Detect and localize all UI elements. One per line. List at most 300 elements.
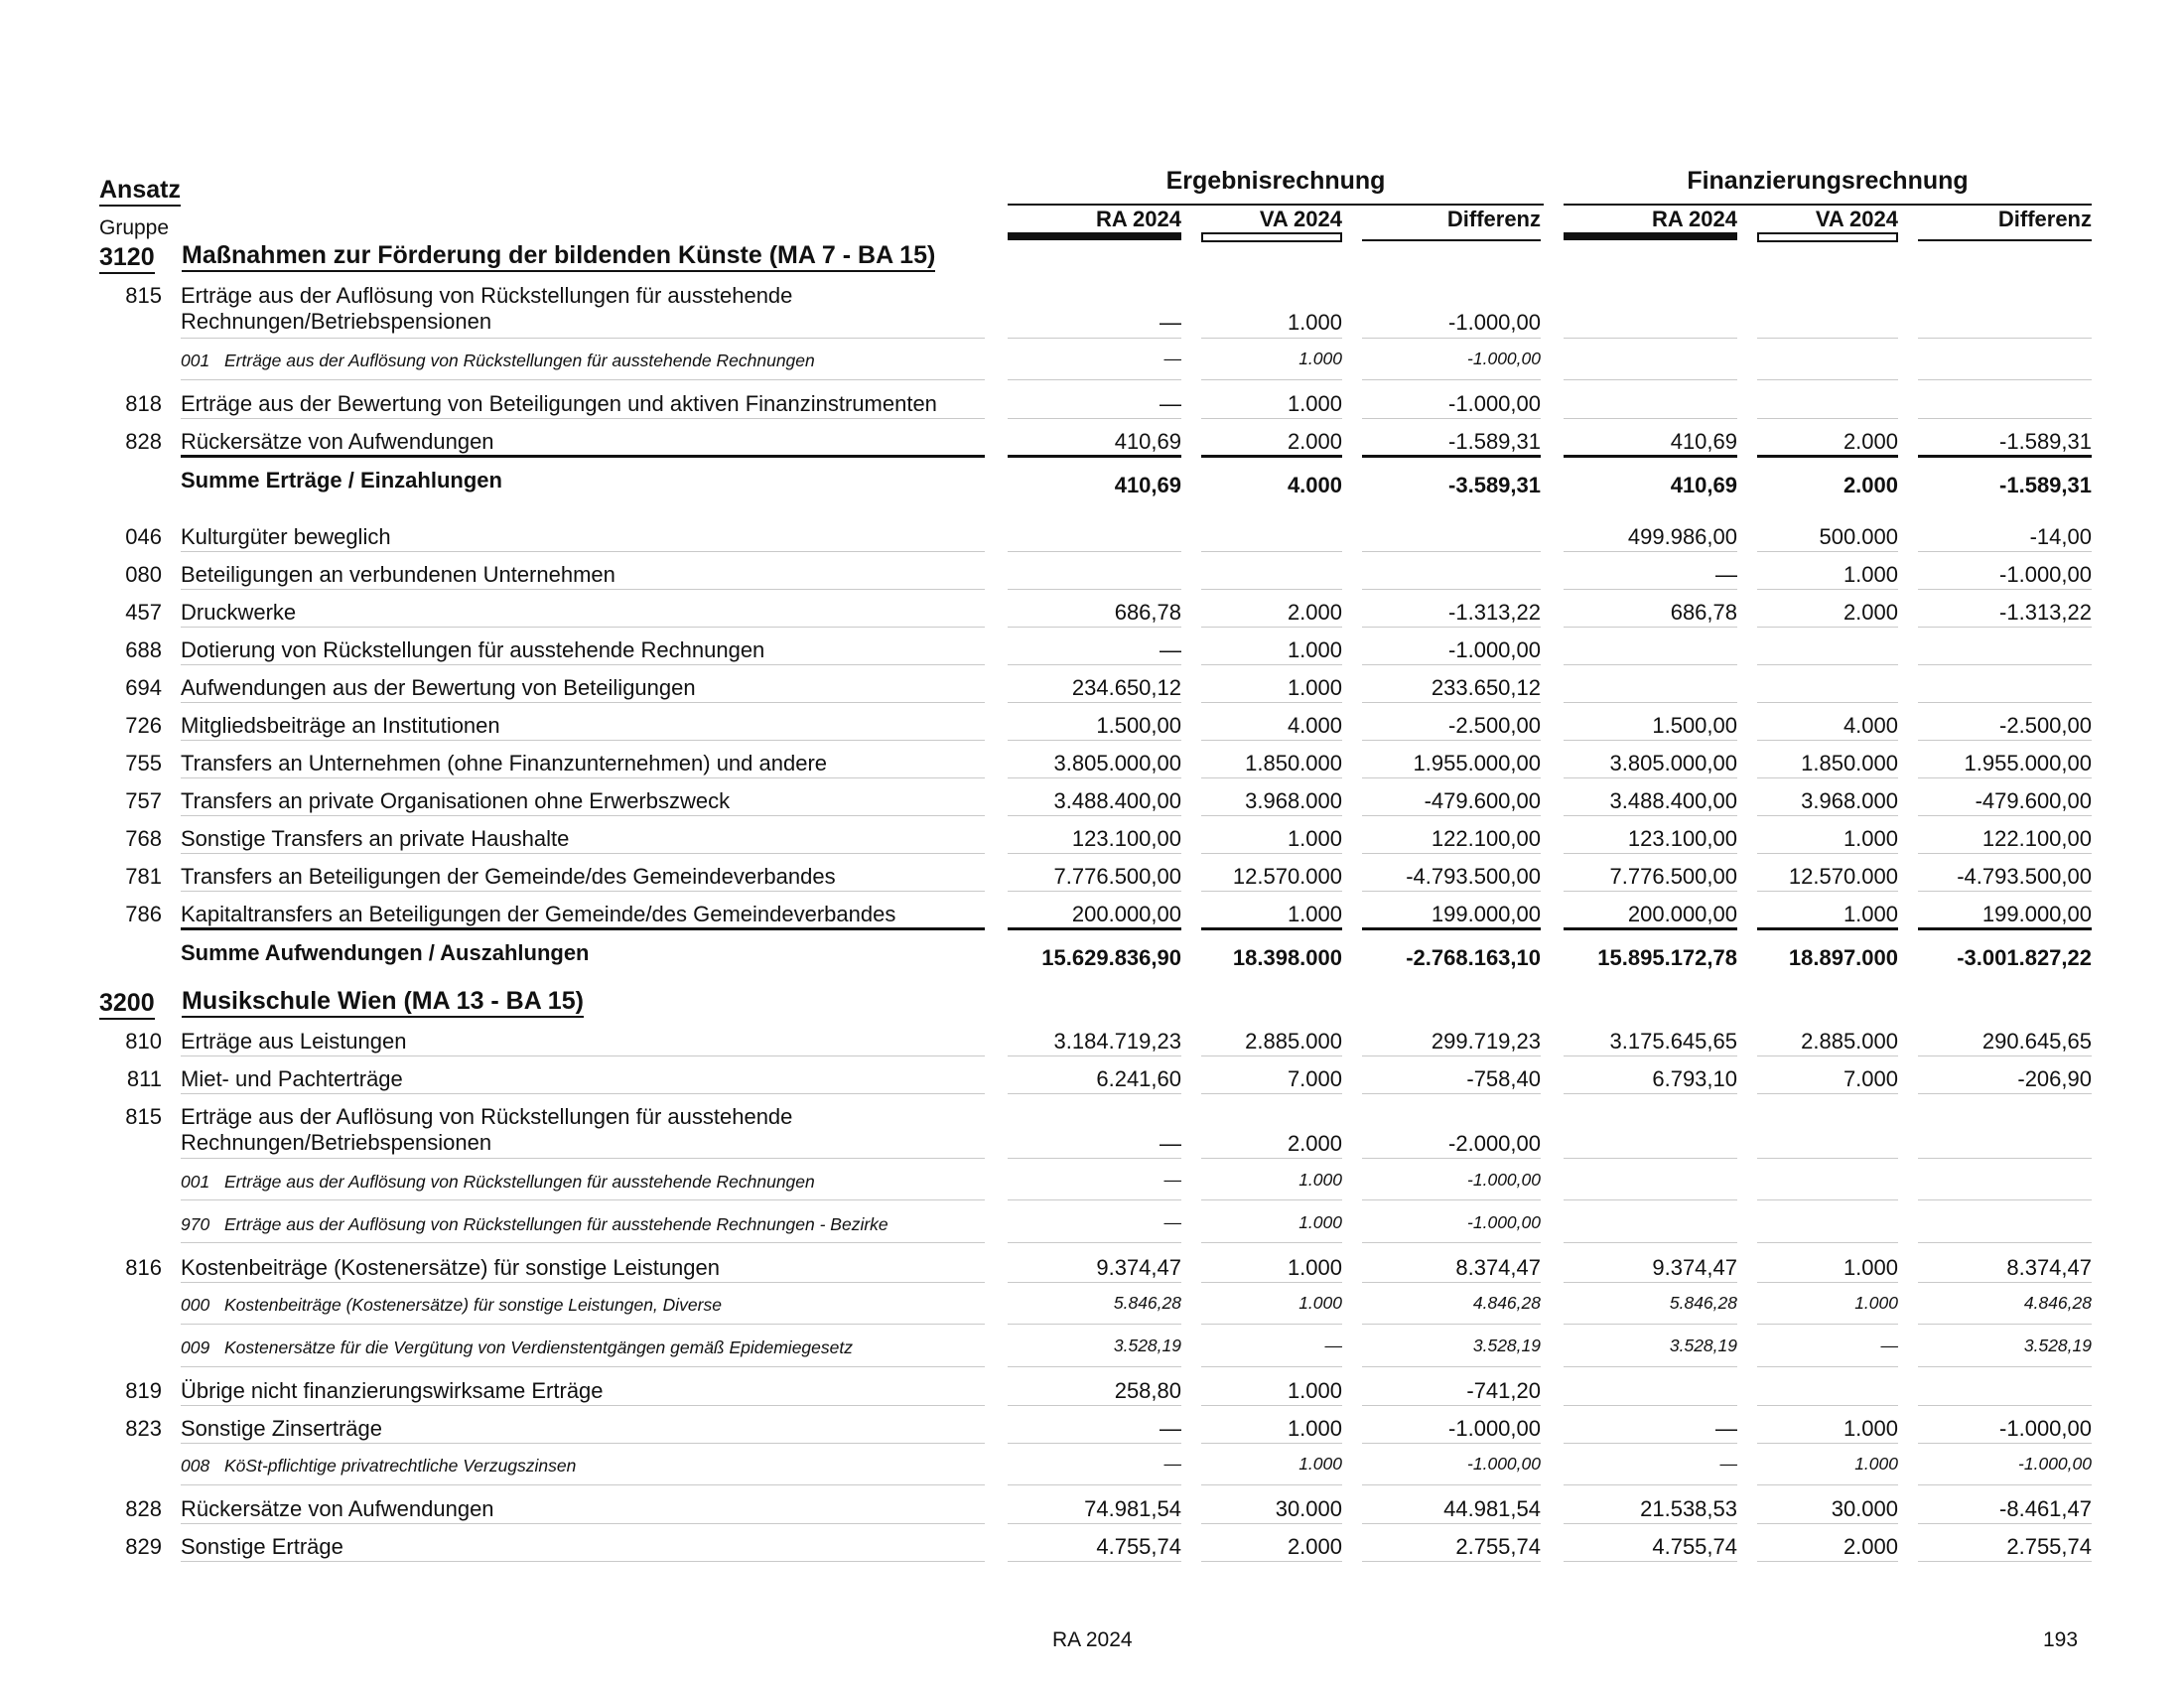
value-cell: 30.000	[1831, 1496, 1898, 1521]
value-cell: 4.846,28	[2023, 1293, 2092, 1313]
value-cell: 2.000	[1843, 600, 1898, 625]
sub-label: Erträge aus der Auflösung von Rückstellungen für ausstehende Rechnungen - Bezirke	[224, 1214, 888, 1234]
value-cell: —	[1160, 310, 1181, 335]
row-rule	[1362, 1366, 1541, 1367]
value-cell: -2.000,00	[1448, 1131, 1541, 1156]
value-cell: -1.000,00	[1448, 637, 1541, 662]
row-rule	[1201, 1242, 1342, 1243]
row-rule	[1362, 1561, 1541, 1562]
row-rule	[1201, 664, 1342, 665]
row-code: 816	[125, 1255, 162, 1280]
row-rule	[181, 1561, 985, 1562]
row-rule	[1918, 338, 2092, 339]
value-cell: -1.000,00	[1467, 1212, 1541, 1232]
sum-label: Summe Aufwendungen / Auszahlungen	[181, 940, 590, 965]
row-rule	[1564, 1405, 1737, 1406]
row-code: 811	[126, 1066, 162, 1091]
value-cell: 1.000	[1287, 826, 1342, 851]
section-number: 3200	[99, 988, 155, 1020]
row-rule	[181, 777, 985, 778]
value-cell: -741,20	[1466, 1378, 1541, 1403]
value-cell: 2.000	[1287, 1131, 1342, 1156]
sum-value: 15.895.172,78	[1597, 945, 1737, 970]
value-cell: 44.981,54	[1443, 1496, 1541, 1521]
value-cell: 3.488.400,00	[1053, 788, 1181, 813]
row-rule	[1008, 777, 1181, 778]
row-rule	[1201, 627, 1342, 628]
row-rule	[181, 379, 985, 380]
sub-code: 001	[181, 1172, 210, 1192]
footer-center: RA 2024	[1052, 1628, 1133, 1651]
row-rule	[1564, 777, 1737, 778]
value-cell: 4.000	[1287, 713, 1342, 738]
row-code: 810	[125, 1029, 162, 1054]
row-rule	[1757, 1282, 1898, 1283]
row-rule	[1201, 379, 1342, 380]
row-label: Sonstige Zinserträge	[181, 1416, 382, 1441]
row-rule	[1201, 1282, 1342, 1283]
row-rule	[1362, 1405, 1541, 1406]
row-label: Aufwendungen aus der Bewertung von Beteiligungen	[181, 675, 696, 700]
value-cell: 1.955.000,00	[1413, 751, 1541, 775]
row-rule	[1008, 1523, 1181, 1524]
value-cell: 122.100,00	[1431, 826, 1541, 851]
row-rule	[1362, 740, 1541, 741]
row-rule	[1362, 338, 1541, 339]
value-cell: 299.719,23	[1431, 1029, 1541, 1054]
value-cell: 2.000	[1287, 429, 1342, 454]
row-rule	[181, 853, 985, 854]
row-label: Transfers an private Organisationen ohne Erwerbszweck	[181, 788, 731, 813]
sub-code: 001	[181, 351, 210, 370]
ansatz-heading: Ansatz	[99, 175, 181, 207]
row-label: Sonstige Erträge	[181, 1534, 343, 1559]
row-rule	[1201, 740, 1342, 741]
row-rule	[1564, 1366, 1737, 1367]
value-cell: 686,78	[1114, 600, 1181, 625]
sub-code: 008	[181, 1456, 210, 1476]
row-rule	[1201, 1405, 1342, 1406]
sum-value: 18.897.000	[1788, 945, 1898, 970]
value-cell: —	[1715, 1416, 1737, 1441]
value-cell: 1.850.000	[1801, 751, 1898, 775]
row-code: 823	[125, 1416, 162, 1441]
row-rule	[181, 891, 985, 892]
value-cell: —	[1160, 637, 1181, 662]
row-rule	[1757, 1484, 1898, 1485]
value-cell: 1.500,00	[1096, 713, 1181, 738]
row-rule	[1008, 379, 1181, 380]
value-cell: -479.600,00	[1975, 788, 2092, 813]
total-rule	[1918, 927, 2092, 930]
row-rule	[1201, 1199, 1342, 1200]
row-label: Transfers an Beteiligungen der Gemeinde/des Gemeindeverbandes	[181, 864, 836, 889]
row-rule	[181, 1242, 985, 1243]
row-rule	[1201, 418, 1342, 419]
value-cell: 123.100,00	[1071, 826, 1181, 851]
row-rule	[1918, 702, 2092, 703]
row-rule	[1918, 1366, 2092, 1367]
group-rule-right	[1564, 204, 2092, 206]
value-cell: 1.000	[1287, 902, 1342, 926]
row-rule	[1757, 1366, 1898, 1367]
row-rule	[181, 1158, 985, 1159]
value-cell: 3.488.400,00	[1609, 788, 1737, 813]
value-cell: 2.885.000	[1245, 1029, 1342, 1054]
value-cell: 686,78	[1670, 600, 1737, 625]
row-rule	[1201, 589, 1342, 590]
row-rule	[1008, 1405, 1181, 1406]
value-cell: 2.000	[1843, 1534, 1898, 1559]
row-rule	[1564, 664, 1737, 665]
row-rule	[1918, 1324, 2092, 1325]
row-label: Rückersätze von Aufwendungen	[181, 429, 494, 454]
row-rule	[1008, 1561, 1181, 1562]
row-rule	[1564, 589, 1737, 590]
row-rule	[1918, 1158, 2092, 1159]
row-rule	[1757, 1523, 1898, 1524]
row-rule	[1918, 1484, 2092, 1485]
row-rule	[1362, 1242, 1541, 1243]
sum-value: 15.629.836,90	[1041, 945, 1181, 970]
row-rule	[1757, 1242, 1898, 1243]
value-cell: -4.793.500,00	[1406, 864, 1541, 889]
value-cell: 2.755,74	[1455, 1534, 1541, 1559]
value-cell: -758,40	[1466, 1066, 1541, 1091]
group-ergebnisrechnung: Ergebnisrechnung	[1165, 167, 1386, 195]
value-cell: 3.968.000	[1801, 788, 1898, 813]
row-rule	[1918, 740, 2092, 741]
value-cell: 199.000,00	[1431, 902, 1541, 926]
value-cell: 1.000	[1843, 562, 1898, 587]
row-rule	[1757, 664, 1898, 665]
value-cell: 1.000	[1843, 902, 1898, 926]
col-ra-2024-fr: RA 2024	[1651, 207, 1737, 231]
row-rule	[1918, 1093, 2092, 1094]
value-cell: 4.846,28	[1472, 1293, 1541, 1313]
total-rule	[1008, 455, 1181, 458]
row-label: Sonstige Transfers an private Haushalte	[181, 826, 570, 851]
row-rule	[1008, 551, 1181, 552]
row-rule	[1362, 1093, 1541, 1094]
sub-code: 970	[181, 1214, 210, 1234]
sub-code: 000	[181, 1295, 210, 1315]
total-rule	[1918, 455, 2092, 458]
row-code: 694	[125, 675, 162, 700]
col-differenz-fr: Differenz	[1997, 207, 2092, 231]
row-rule	[1008, 1158, 1181, 1159]
value-cell: 5.846,28	[1113, 1293, 1181, 1313]
value-cell: 3.528,19	[1472, 1336, 1541, 1355]
row-code: 815	[125, 1104, 162, 1129]
row-rule	[1201, 891, 1342, 892]
row-rule	[181, 740, 985, 741]
row-rule	[1564, 740, 1737, 741]
row-rule	[1757, 551, 1898, 552]
value-cell: -1.000,00	[1448, 310, 1541, 335]
row-rule	[1757, 777, 1898, 778]
row-rule	[1008, 418, 1181, 419]
sum-label: Summe Erträge / Einzahlungen	[181, 468, 502, 492]
value-cell: 2.755,74	[2006, 1534, 2092, 1559]
row-code: 818	[125, 391, 162, 416]
row-rule	[1008, 1242, 1181, 1243]
row-rule	[1564, 1443, 1737, 1444]
value-cell: 1.000	[1843, 826, 1898, 851]
row-label: Kulturgüter beweglich	[181, 524, 391, 549]
row-rule	[1564, 1055, 1737, 1056]
value-cell: 410,69	[1670, 429, 1737, 454]
value-cell: 1.000	[1854, 1293, 1898, 1313]
value-cell: 3.528,19	[2023, 1336, 2092, 1355]
row-rule	[1918, 777, 2092, 778]
row-rule	[1564, 815, 1737, 816]
col-differenz-er: Differenz	[1446, 207, 1541, 231]
row-rule	[1362, 853, 1541, 854]
value-cell: —	[1160, 1416, 1181, 1441]
row-label: Erträge aus der Auflösung von Rückstellungen für ausstehende Rechnungen/Betriebspensionen	[181, 1104, 793, 1155]
row-rule	[1201, 1561, 1342, 1562]
row-label: Beteiligungen an verbundenen Unternehmen	[181, 562, 615, 587]
value-cell: -2.500,00	[1448, 713, 1541, 738]
value-cell: 7.776.500,00	[1053, 864, 1181, 889]
row-rule	[1918, 1443, 2092, 1444]
value-cell: 123.100,00	[1627, 826, 1737, 851]
col-va-2024-er: VA 2024	[1259, 207, 1342, 231]
row-code: 828	[125, 1496, 162, 1521]
value-cell: -479.600,00	[1424, 788, 1541, 813]
value-cell: 1.850.000	[1245, 751, 1342, 775]
row-rule	[1362, 1055, 1541, 1056]
value-cell: 2.885.000	[1801, 1029, 1898, 1054]
row-rule	[1008, 338, 1181, 339]
row-rule	[1564, 1093, 1737, 1094]
value-cell: 1.000	[1843, 1416, 1898, 1441]
row-rule	[1564, 853, 1737, 854]
row-rule	[1362, 1324, 1541, 1325]
value-cell: 233.650,12	[1431, 675, 1541, 700]
row-rule	[1564, 1484, 1737, 1485]
row-rule	[1757, 1158, 1898, 1159]
gruppe-label: Gruppe	[99, 216, 170, 239]
sum-value: 410,69	[1670, 473, 1737, 497]
row-rule	[1918, 379, 2092, 380]
row-rule	[181, 1405, 985, 1406]
row-rule	[1757, 627, 1898, 628]
row-rule	[1201, 702, 1342, 703]
col-va-2024-fr: VA 2024	[1815, 207, 1898, 231]
value-cell: 1.000	[1287, 1416, 1342, 1441]
value-cell: 74.981,54	[1084, 1496, 1181, 1521]
row-rule	[181, 1523, 985, 1524]
row-code: 688	[125, 637, 162, 662]
row-rule	[1008, 1199, 1181, 1200]
value-cell: 3.528,19	[1669, 1336, 1737, 1355]
row-rule	[1918, 1405, 2092, 1406]
value-cell: —	[1880, 1336, 1898, 1355]
row-rule	[1362, 1199, 1541, 1200]
total-rule	[1201, 455, 1342, 458]
value-cell: 3.805.000,00	[1609, 751, 1737, 775]
value-cell: 258,80	[1114, 1378, 1181, 1403]
value-cell: 2.000	[1287, 600, 1342, 625]
row-rule	[1564, 1561, 1737, 1562]
row-rule	[1564, 418, 1737, 419]
row-code: 819	[125, 1378, 162, 1403]
total-rule	[1008, 927, 1181, 930]
value-cell: 1.000	[1287, 310, 1342, 335]
row-rule	[181, 1484, 985, 1485]
value-cell: —	[1160, 391, 1181, 416]
value-cell: -4.793.500,00	[1957, 864, 2092, 889]
va-bar-fr	[1757, 232, 1898, 242]
group-finanzierungsrechnung: Finanzierungsrechnung	[1687, 167, 1969, 195]
value-cell: —	[1163, 1170, 1181, 1190]
row-rule	[1757, 1199, 1898, 1200]
ra-bar-fr	[1564, 232, 1737, 240]
row-rule	[1918, 1055, 2092, 1056]
value-cell: 12.570.000	[1232, 864, 1342, 889]
row-code: 755	[125, 751, 162, 775]
row-label: Erträge aus der Auflösung von Rückstellungen für ausstehende Rechnungen/Betriebspensionen	[181, 283, 793, 334]
value-cell: -1.000,00	[1999, 562, 2092, 587]
value-cell: -1.589,31	[1448, 429, 1541, 454]
row-label: Kapitaltransfers an Beteiligungen der Gemeinde/des Gemeindeverbandes	[181, 902, 896, 926]
row-rule	[1757, 815, 1898, 816]
sub-label: Kostenersätze für die Vergütung von Verdienstentgängen gemäß Epidemiegesetz	[224, 1337, 853, 1357]
value-cell: 6.241,60	[1096, 1066, 1181, 1091]
total-rule	[181, 927, 985, 930]
row-rule	[1201, 338, 1342, 339]
value-cell: —	[1715, 562, 1737, 587]
row-rule	[1757, 1443, 1898, 1444]
row-rule	[1757, 1055, 1898, 1056]
value-cell: 8.374,47	[2006, 1255, 2092, 1280]
total-rule	[1757, 927, 1898, 930]
row-rule	[1008, 815, 1181, 816]
value-cell: 1.000	[1298, 1454, 1342, 1474]
row-rule	[181, 1199, 985, 1200]
row-rule	[1362, 589, 1541, 590]
row-rule	[1008, 1324, 1181, 1325]
sum-value: 410,69	[1114, 473, 1181, 497]
value-cell: 1.000	[1298, 1170, 1342, 1190]
row-rule	[1757, 853, 1898, 854]
total-rule	[1564, 927, 1737, 930]
row-label: Druckwerke	[181, 600, 297, 625]
sub-label: Erträge aus der Auflösung von Rückstellungen für ausstehende Rechnungen	[224, 351, 815, 370]
value-cell: -2.500,00	[1999, 713, 2092, 738]
row-rule	[181, 627, 985, 628]
row-rule	[181, 1282, 985, 1283]
row-rule	[1757, 1093, 1898, 1094]
row-rule	[1362, 379, 1541, 380]
row-label: Erträge aus der Bewertung von Beteiligungen und aktiven Finanzinstrumenten	[181, 391, 937, 416]
diff-rule-fr	[1918, 239, 2092, 241]
row-rule	[1564, 891, 1737, 892]
row-rule	[1008, 1093, 1181, 1094]
row-rule	[1362, 777, 1541, 778]
row-label: Kostenbeiträge (Kostenersätze) für sonstige Leistungen	[181, 1255, 720, 1280]
value-cell: 2.000	[1843, 429, 1898, 454]
row-rule	[1757, 1405, 1898, 1406]
sub-label: Kostenbeiträge (Kostenersätze) für sonstige Leistungen, Diverse	[224, 1295, 722, 1315]
row-rule	[1362, 1443, 1541, 1444]
value-cell: 199.000,00	[1981, 902, 2092, 926]
value-cell: 500.000	[1819, 524, 1898, 549]
va-bar-er	[1201, 232, 1342, 242]
row-rule	[1918, 1242, 2092, 1243]
row-rule	[1757, 1561, 1898, 1562]
row-rule	[1201, 777, 1342, 778]
row-rule	[181, 1366, 985, 1367]
row-rule	[1201, 815, 1342, 816]
row-rule	[1362, 1282, 1541, 1283]
total-rule	[1564, 455, 1737, 458]
value-cell: 1.000	[1287, 675, 1342, 700]
row-code: 046	[125, 524, 162, 549]
value-cell: -1.000,00	[1999, 1416, 2092, 1441]
value-cell: 3.175.645,65	[1609, 1029, 1737, 1054]
row-rule	[181, 815, 985, 816]
row-rule	[1008, 740, 1181, 741]
row-rule	[1362, 627, 1541, 628]
value-cell: 1.000	[1287, 1378, 1342, 1403]
row-rule	[181, 1324, 985, 1325]
value-cell: 7.000	[1843, 1066, 1898, 1091]
row-code: 815	[125, 283, 162, 308]
row-rule	[1201, 1055, 1342, 1056]
sum-value: -3.001.827,22	[1957, 945, 2092, 970]
value-cell: -1.313,22	[1448, 600, 1541, 625]
value-cell: 410,69	[1114, 429, 1181, 454]
row-rule	[1362, 1523, 1541, 1524]
value-cell: 4.755,74	[1652, 1534, 1737, 1559]
row-rule	[1008, 891, 1181, 892]
value-cell: 290.645,65	[1981, 1029, 2092, 1054]
row-label: Miet- und Pachterträge	[181, 1066, 403, 1091]
value-cell: 30.000	[1275, 1496, 1342, 1521]
total-rule	[1201, 927, 1342, 930]
row-rule	[1564, 1242, 1737, 1243]
value-cell: -1.000,00	[1467, 349, 1541, 368]
row-rule	[1564, 1324, 1737, 1325]
value-cell: 4.000	[1843, 713, 1898, 738]
ra-bar-er	[1008, 232, 1181, 240]
row-rule	[1201, 1324, 1342, 1325]
row-rule	[1201, 1484, 1342, 1485]
row-rule	[1757, 1324, 1898, 1325]
row-rule	[1564, 1199, 1737, 1200]
row-label: Dotierung von Rückstellungen für ausstehende Rechnungen	[181, 637, 765, 662]
row-rule	[1918, 891, 2092, 892]
value-cell: 7.776.500,00	[1609, 864, 1737, 889]
row-code: 786	[125, 902, 162, 926]
row-rule	[1008, 1282, 1181, 1283]
value-cell: -8.461,47	[1999, 1496, 2092, 1521]
row-label: Übrige nicht finanzierungswirksame Erträge	[181, 1378, 604, 1403]
section-title: Musikschule Wien (MA 13 - BA 15)	[182, 986, 584, 1018]
value-cell: 1.000	[1843, 1255, 1898, 1280]
value-cell: 1.000	[1298, 1293, 1342, 1313]
row-rule	[1362, 551, 1541, 552]
row-code: 726	[125, 713, 162, 738]
value-cell: 2.000	[1287, 1534, 1342, 1559]
row-rule	[181, 589, 985, 590]
row-rule	[1564, 1282, 1737, 1283]
sum-value: 4.000	[1287, 473, 1342, 497]
sub-label: KöSt-pflichtige privatrechtliche Verzugszinsen	[224, 1456, 577, 1476]
